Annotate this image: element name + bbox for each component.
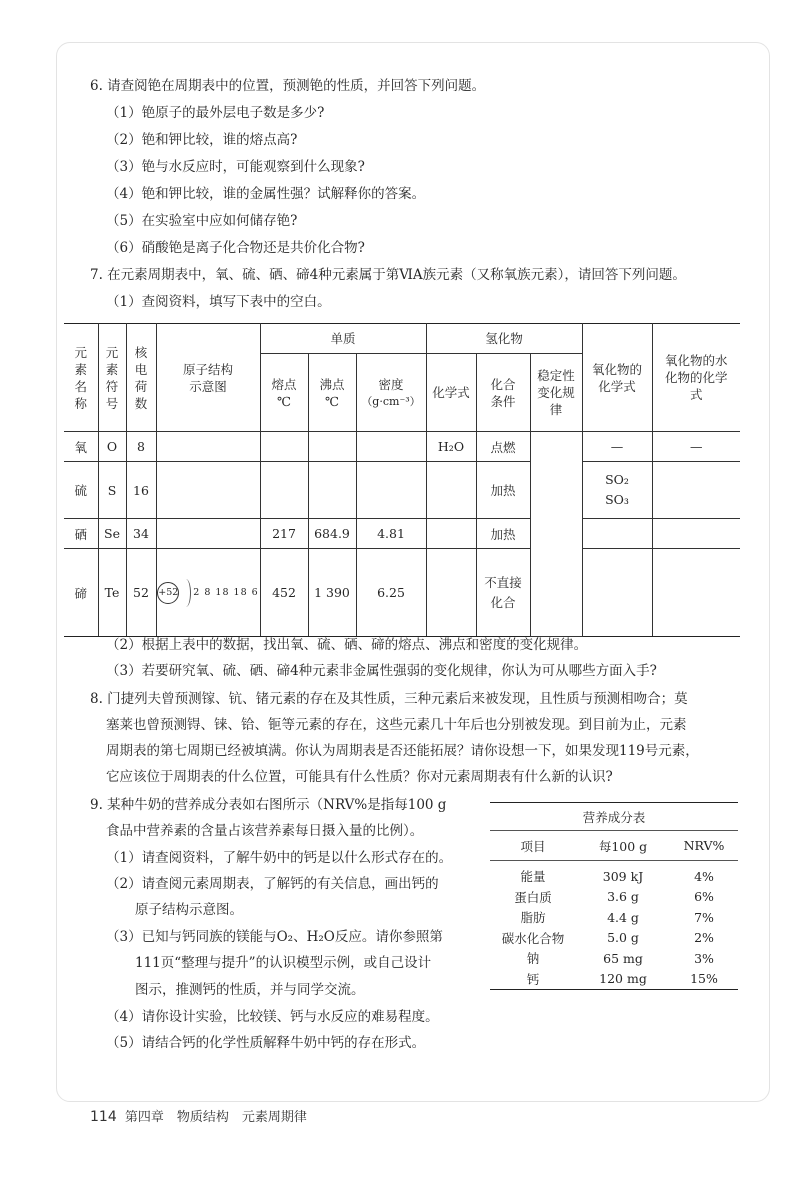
question-8-line-3: 周期表的第七周期已经被填满。你认为周期表是否还能拓展？请你设想一下，如果发现119号元素， (106, 743, 699, 759)
row-oxygen-formula: H₂O (426, 432, 476, 462)
question-8-line-1: 8. 门捷列夫曾预测镓、钪、锗元素的存在及其性质，三种元素后来被发现，且性质与预测相吻合；莫 (90, 691, 688, 707)
row-tellurium-condition: 不直接化合 (476, 549, 530, 637)
nutrition-item: 蛋白质 (514, 889, 552, 905)
row-selenium-density: 4.81 (356, 519, 426, 549)
question-9-item-4: （4）请你设计实验，比较镁、钙与水反应的难易程度。 (106, 1009, 439, 1025)
question-9-item-3: （3）已知与钙同族的镁能与O₂、H₂O反应。请你参照第 (106, 929, 443, 945)
row-sulfur-structure (156, 462, 260, 519)
row-selenium-charge: 34 (126, 519, 156, 549)
row-tellurium-formula (426, 549, 476, 637)
header-stability: 稳定性变化规律 (530, 354, 582, 432)
row-sulfur-oxide-hydrate (652, 462, 740, 519)
header-symbol: 元素符号 (98, 324, 126, 432)
question-6-item-5: （5）在实验室中应如何储存铯? (106, 213, 298, 229)
row-oxygen-charge: 8 (126, 432, 156, 462)
row-tellurium-oxide-hydrate (652, 549, 740, 637)
row-selenium-name: 硒 (64, 519, 98, 549)
nutrition-col-item: 项目 (490, 831, 576, 861)
question-9-stem-line-1: 9. 某种牛奶的营养成分表如右图所示（NRV%是指每100 g (90, 797, 447, 813)
row-tellurium-density: 6.25 (356, 549, 426, 637)
row-sulfur-charge: 16 (126, 462, 156, 519)
stability-merged-cell (530, 432, 582, 637)
header-formula: 化学式 (426, 354, 476, 432)
question-9-item-2-cont: 原子结构示意图。 (135, 902, 243, 918)
question-6-item-1: （1）铯原子的最外层电子数是多少? (106, 105, 325, 121)
nutrition-item: 钙 (490, 969, 576, 990)
row-tellurium-structure (156, 549, 260, 637)
row-selenium-oxide-hydrate (652, 519, 740, 549)
row-tellurium-name: 碲 (64, 549, 98, 637)
row-sulfur-density (356, 462, 426, 519)
question-8-line-2: 塞莱也曾预测锝、铼、铪、钷等元素的存在，这些元素几十年后也分别被发现。到目前为止，元素 (106, 717, 687, 733)
nutrition-amount: 120 mg (576, 969, 670, 990)
row-selenium-oxide (582, 519, 652, 549)
nutrition-amount: 4.4 g (607, 909, 639, 925)
nutrition-nrv: 2% (694, 930, 714, 946)
question-9-item-5: （5）请结合钙的化学性质解释牛奶中钙的存在形式。 (106, 1035, 426, 1051)
question-9-item-3-cont-1: 111页“整理与提升”的认识模型示例，或自己设计 (135, 955, 432, 971)
page-number: 114 (90, 1109, 117, 1125)
question-9-item-1: （1）请查阅资料，了解牛奶中的钙是以什么形式存在的。 (106, 850, 453, 866)
row-selenium-symbol: Se (98, 519, 126, 549)
row-tellurium-charge: 52 (126, 549, 156, 637)
nutrition-nrv: 3% (694, 950, 714, 966)
nutrition-item: 脂肪 (520, 910, 546, 926)
row-oxygen-bp (308, 432, 356, 462)
row-sulfur-formula (426, 462, 476, 519)
question-6-item-4: （4）铯和钾比较，谁的金属性强？试解释你的答案。 (106, 186, 426, 202)
tellurium-atomic-structure-diagram (157, 579, 258, 607)
question-6-stem: 6. 请查阅铯在周期表中的位置，预测铯的性质，并回答下列问题。 (90, 78, 486, 94)
row-sulfur-condition: 加热 (476, 462, 530, 519)
question-6-item-3: （3）铯与水反应时，可能观察到什么现象? (106, 159, 365, 175)
row-sulfur-mp (260, 462, 308, 519)
nutrition-facts-table (490, 802, 738, 990)
row-tellurium-symbol: Te (98, 549, 126, 637)
header-element-name: 元素名称 (64, 324, 98, 432)
nutrition-col-per100g: 每100 g (576, 831, 670, 861)
row-selenium-formula (426, 519, 476, 549)
chapter-title: 第四章 物质结构 元素周期律 (124, 1110, 307, 1125)
row-tellurium-bp: 1 390 (308, 549, 356, 637)
header-melting-point: 熔点 ℃ (260, 354, 308, 432)
electron-shell-counts: 2 8 18 18 6 (193, 587, 259, 598)
nutrition-item: 能量 (520, 869, 546, 885)
row-oxygen-name: 氧 (64, 432, 98, 462)
nutrition-table-title: 营养成分表 (490, 803, 738, 831)
header-oxide: 氧化物的化学式 (582, 324, 652, 432)
row-sulfur-symbol: S (98, 462, 126, 519)
question-7-item-3: （3）若要研究氧、硫、硒、碲4种元素非金属性强弱的变化规律，你认为可从哪些方面入手? (106, 663, 657, 679)
row-oxygen-symbol: O (98, 432, 126, 462)
question-6-item-2: （2）铯和钾比较，谁的熔点高? (106, 132, 298, 148)
row-oxygen-structure (156, 432, 260, 462)
nutrition-nrv: 7% (694, 909, 714, 925)
nutrition-item: 碳水化合物 (501, 930, 565, 946)
row-tellurium-oxide (582, 549, 652, 637)
nutrition-item: 钠 (526, 951, 540, 967)
row-sulfur-bp (308, 462, 356, 519)
question-9-item-2: （2）请查阅元素周期表，了解钙的有关信息，画出钙的 (106, 876, 439, 892)
nutrition-amount: 3.6 g (607, 889, 639, 905)
nutrition-col-nrv: NRV% (670, 831, 738, 861)
row-sulfur-name: 硫 (64, 462, 98, 519)
oxygen-family-table (64, 323, 740, 637)
nutrition-nrv: 15% (670, 969, 738, 990)
nutrition-amount: 309 kJ (602, 868, 644, 884)
header-density: 密度 （g·cm⁻³） (356, 354, 426, 432)
nucleus-circle: +52 (157, 582, 179, 604)
question-7-item-2: （2）根据上表中的数据，找出氧、硫、硒、碲的熔点、沸点和密度的变化规律。 (106, 637, 588, 653)
header-condition: 化合条件 (476, 354, 530, 432)
row-oxygen-oxide: — (582, 432, 652, 462)
row-oxygen-condition: 点燃 (476, 432, 530, 462)
row-oxygen-density (356, 432, 426, 462)
header-atomic-structure: 原子结构示意图 (156, 324, 260, 432)
row-oxygen-mp (260, 432, 308, 462)
row-sulfur-oxide: SO₂ SO₃ (582, 462, 652, 519)
question-9-item-3-cont-2: 图示，推测钙的性质，并与同学交流。 (135, 982, 365, 998)
row-selenium-mp: 217 (260, 519, 308, 549)
nutrition-nrv: 6% (694, 889, 714, 905)
question-7-stem: 7. 在元素周期表中，氧、硫、硒、碲4种元素属于第ⅥA族元素（又称氧族元素），请回答下列问题。 (90, 267, 686, 283)
nutrition-amount: 5.0 g (607, 930, 639, 946)
nutrition-nrv: 4% (694, 868, 714, 884)
question-9-stem-line-2: 食品中营养素的含量占该营养素每日摄入量的比例）。 (106, 823, 424, 839)
electron-shell-arc (181, 579, 191, 607)
row-selenium-bp: 684.9 (308, 519, 356, 549)
question-7-item-1: （1）查阅资料，填写下表中的空白。 (106, 294, 331, 310)
header-hydride: 氢化物 (426, 324, 582, 354)
page-footer (90, 1106, 307, 1125)
row-oxygen-oxide-hydrate: — (652, 432, 740, 462)
header-simple-substance: 单质 (260, 324, 426, 354)
question-6-item-6: （6）硝酸铯是离子化合物还是共价化合物? (106, 240, 365, 256)
header-nuclear-charge: 核电荷数 (126, 324, 156, 432)
row-tellurium-mp: 452 (260, 549, 308, 637)
nutrition-amount: 65 mg (603, 950, 643, 966)
row-selenium-structure (156, 519, 260, 549)
header-boiling-point: 沸点 ℃ (308, 354, 356, 432)
row-selenium-condition: 加热 (476, 519, 530, 549)
header-oxide-hydrate: 氧化物的水化物的化学式 (652, 324, 740, 432)
question-8-line-4: 它应该位于周期表的什么位置，可能具有什么性质？你对元素周期表有什么新的认识? (106, 769, 613, 785)
